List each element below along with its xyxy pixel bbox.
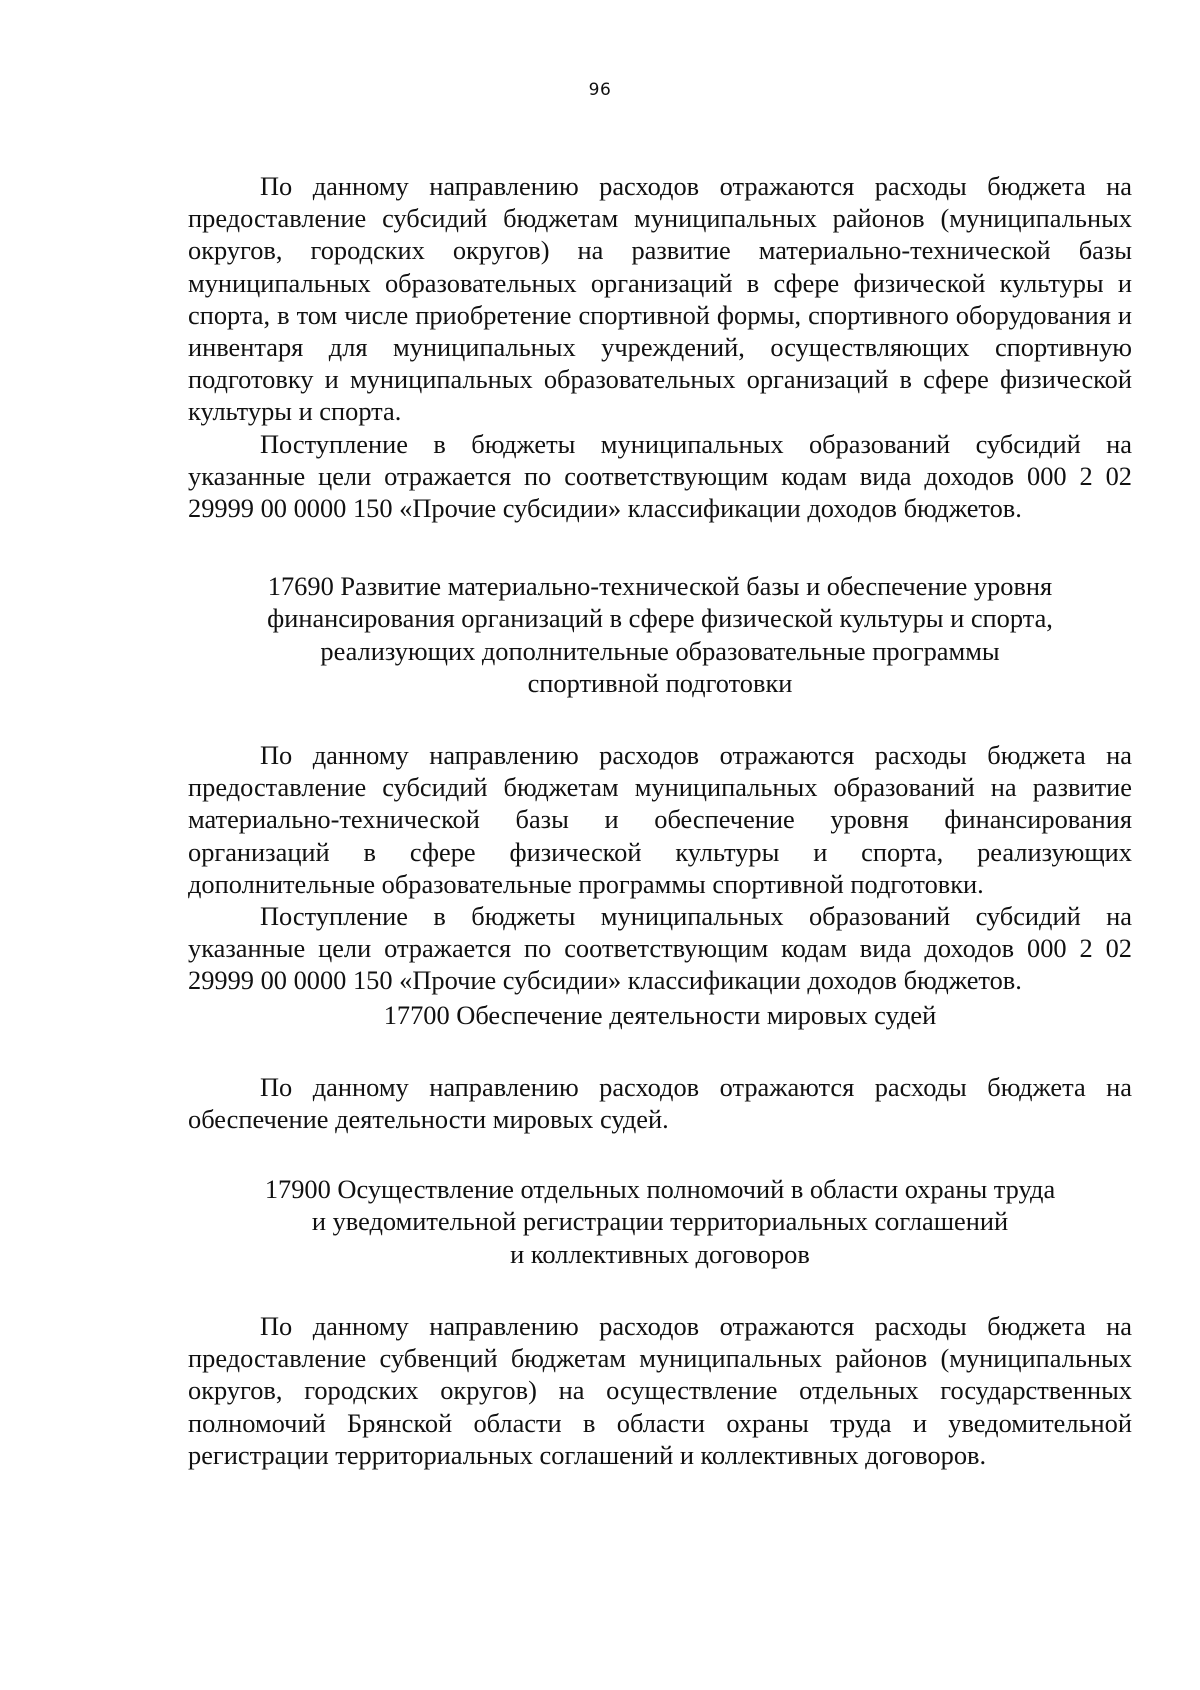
heading-line: спортивной подготовки: [527, 667, 793, 698]
section-heading-17690: [188, 570, 1132, 699]
page-number: 96: [588, 80, 612, 100]
heading-line: финансирования организаций в сфере физической культуры и спорта,: [267, 603, 1053, 634]
heading-line: 17900 Осуществление отдельных полномочий в области охраны труда: [264, 1174, 1056, 1205]
document-body: [188, 170, 1132, 1471]
paragraph: По данному направлению расходов отражаются расходы бюджета на обеспечение деятельности мировых судей.: [188, 1071, 1132, 1135]
section-heading-17700: 17700 Обеспечение деятельности мировых судей: [383, 999, 937, 1030]
heading-line: 17690 Развитие материально-технической базы и обеспечение уровня: [267, 571, 1053, 602]
heading-line: и коллективных договоров: [510, 1238, 810, 1269]
paragraph: По данному направлению расходов отражаются расходы бюджета на предоставление субсидий бюджетам муниципальных образований на развитие материально-технической базы и обеспечение уровня финансирования организаций в сфере физической культуры и спорта, реализующих дополнительные образовательные программы спортивной подготовки.: [188, 740, 1132, 899]
paragraph: По данному направлению расходов отражаются расходы бюджета на предоставление субсидий бюджетам муниципальных районов (муниципальных округов, городских округов) на развитие материально-технической базы муниципальных образовательных организаций в сфере физической культуры и спорта, в том числе приобретение спортивной формы, спортивного оборудования и инвентаря для муниципальных учреждений, осуществляющих спортивную подготовку и муниципальных образовательных организаций в сфере физической культуры и спорта.: [188, 171, 1132, 427]
heading-line: и уведомительной регистрации территориальных соглашений: [311, 1206, 1009, 1237]
paragraph: По данному направлению расходов отражаются расходы бюджета на предоставление субвенций бюджетам муниципальных районов (муниципальных округов, городских округов) на осуществление отдельных государственных полномочий Брянской области в области охраны труда и уведомительной регистрации территориальных соглашений и коллективных договоров.: [188, 1310, 1132, 1470]
paragraph: Поступление в бюджеты муниципальных образований субсидий на указанные цели отражается по соответствующим кодам вида доходов 000 2 02 29999 00 0000 150 «Прочие субсидии» классификации доходов бюджетов.: [188, 428, 1132, 524]
section-heading-17900: [188, 1173, 1132, 1270]
heading-line: реализующих дополнительные образовательные программы: [320, 635, 1000, 666]
paragraph: Поступление в бюджеты муниципальных образований субсидий на указанные цели отражается по соответствующим кодам вида доходов 000 2 02 29999 00 0000 150 «Прочие субсидии» классификации доходов бюджетов.: [188, 901, 1132, 996]
